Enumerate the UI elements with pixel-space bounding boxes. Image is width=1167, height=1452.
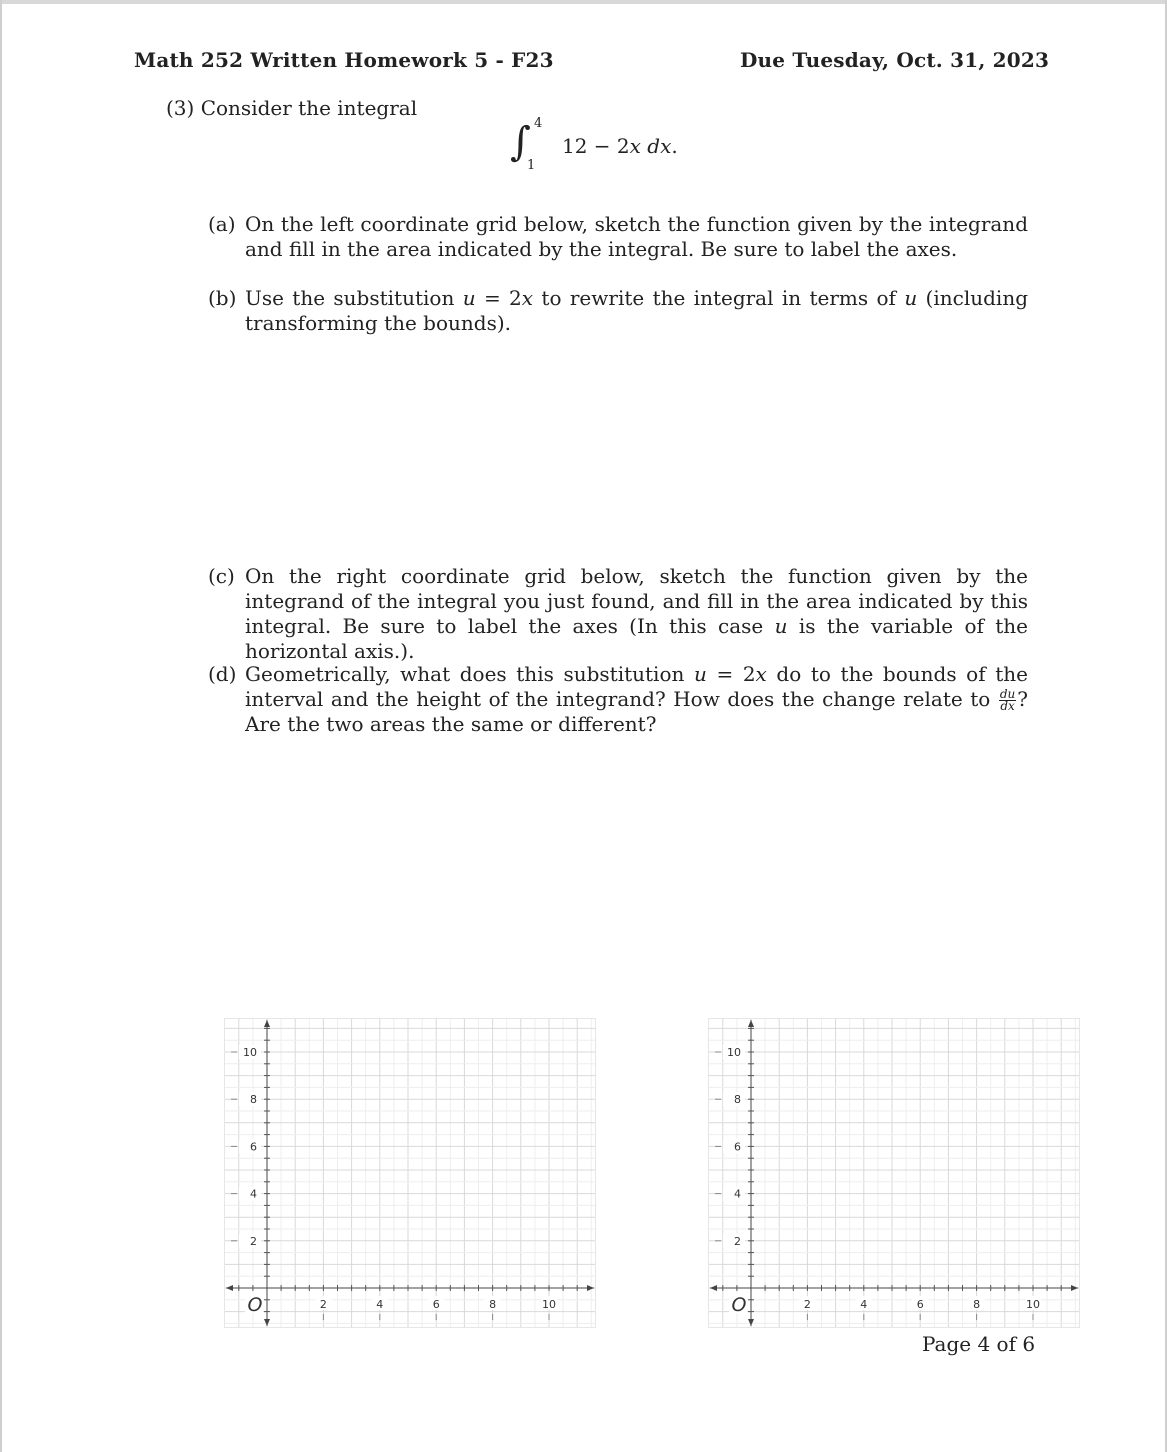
right-grid-y-tick-label: 8	[734, 1093, 741, 1107]
left-grid-x-tick-label: 4	[376, 1298, 384, 1311]
part-c-text: On the right coordinate grid below, sketch the function given by the integrand of the integral you just found, and fill in the area indicated by this integral. Be sure to label the axes (In this case u is the variable of the horizontal axis.).	[245, 564, 1029, 663]
right-grid-x-tick-label: 2	[803, 1298, 811, 1311]
integral-upper-bound: 4	[534, 116, 543, 131]
left-grid-x-tick-label: 6	[432, 1298, 440, 1311]
viewer-left-border	[0, 0, 2, 1452]
right-grid-origin-label: O	[731, 1294, 747, 1316]
left-grid-border	[225, 1019, 596, 1328]
course-title: Math 252 Written Homework 5 - F23	[134, 48, 554, 72]
part-a	[208, 212, 1028, 262]
right-coordinate-grid[interactable]	[708, 1018, 1080, 1328]
part-b	[208, 286, 1028, 336]
left-grid-y-tick-label: 6	[250, 1140, 257, 1154]
right-grid-x-tick-label: 10	[1026, 1298, 1040, 1311]
part-d-text: Geometrically, what does this substitution u = 2x do to the bounds of the interval and the height of the integrand? How does the change relate to $\frac{du}{dx}$ ? Are the two areas the same or different?	[245, 662, 1028, 736]
left-grid-origin-label: O	[247, 1294, 263, 1316]
part-c	[208, 564, 1028, 664]
right-grid-x-tick-label: 6	[916, 1298, 924, 1311]
due-date: Due Tuesday, Oct. 31, 2023	[740, 48, 1050, 72]
left-grid-x-tick-label: 8	[489, 1298, 497, 1311]
right-grid-x-tick-label: 8	[973, 1298, 981, 1311]
part-a-label: (a)	[208, 212, 236, 236]
left-grid-y-arrow-up	[264, 1020, 270, 1027]
integral-sign: ∫	[510, 119, 531, 165]
page-number: Page 4 of 6	[922, 1332, 1036, 1356]
right-grid-y-tick-label: 10	[727, 1046, 741, 1059]
part-b-label: (b)	[208, 286, 237, 310]
part-d-label: (d)	[208, 662, 237, 686]
left-grid-x-arrow-left	[226, 1285, 233, 1291]
right-grid-x-arrow-right	[1071, 1285, 1078, 1291]
problem-number: (3)	[166, 96, 195, 120]
right-grid-y-arrow-down	[748, 1319, 754, 1326]
part-c-label: (c)	[208, 564, 235, 588]
left-grid-x-tick-label: 10	[542, 1298, 556, 1311]
right-grid-y-tick-label: 6	[734, 1140, 741, 1154]
integral-lower-bound: 1	[527, 158, 536, 173]
right-grid-y-tick-label: 2	[734, 1234, 741, 1248]
left-grid-y-arrow-down	[264, 1319, 270, 1326]
viewer-top-border	[0, 0, 1167, 4]
left-grid-x-tick-label: 2	[319, 1298, 327, 1311]
du-dx-fraction: $\frac{du}{dx}$	[999, 687, 1016, 713]
part-a-text: On the left coordinate grid below, sketch the function given by the integrand and fill in the area indicated by the integral. Be sure to label the axes.	[245, 212, 1028, 261]
left-grid-x-arrow-right	[587, 1285, 594, 1291]
integral-expression	[510, 116, 710, 176]
problem-intro-text: Consider the integral	[200, 96, 418, 120]
right-grid-y-arrow-up	[748, 1020, 754, 1027]
left-grid-y-tick-label: 4	[250, 1187, 257, 1201]
left-grid-y-tick-label: 8	[250, 1093, 257, 1107]
integrand: 12 − 2x dx.	[562, 134, 678, 158]
part-d	[208, 662, 1028, 737]
left-grid-y-tick-label: 2	[250, 1234, 257, 1248]
left-grid-y-tick-label: 10	[243, 1046, 257, 1059]
right-grid-x-arrow-left	[710, 1285, 717, 1291]
left-coordinate-grid[interactable]	[224, 1018, 596, 1328]
part-b-text: Use the substitution u = 2x to rewrite the integral in terms of u (including transforming the bounds).	[245, 286, 1028, 335]
right-grid-y-tick-label: 4	[734, 1187, 741, 1201]
problem-intro	[166, 96, 417, 120]
right-grid-border	[709, 1019, 1080, 1328]
right-grid-x-tick-label: 4	[860, 1298, 868, 1311]
